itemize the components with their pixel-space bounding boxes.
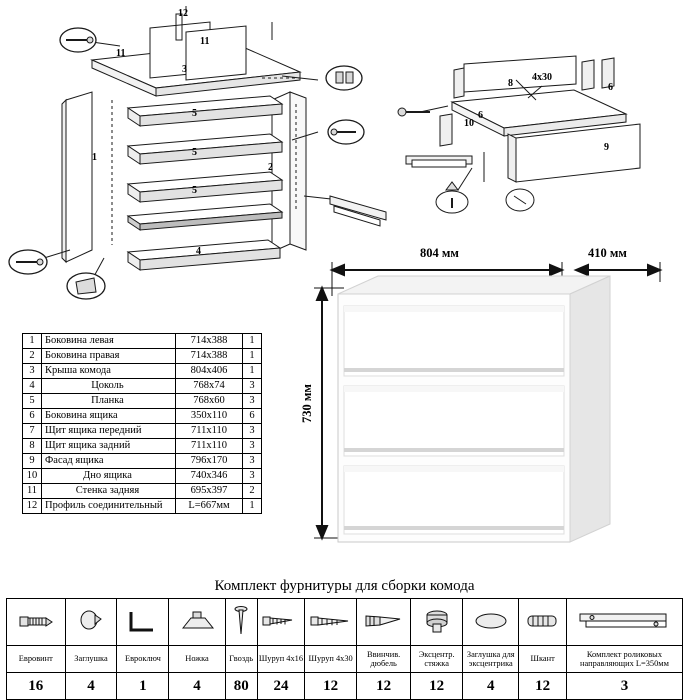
dimension-width: 804 мм bbox=[420, 246, 459, 260]
part-no: 8 bbox=[23, 439, 42, 454]
hardware-count: 12 bbox=[411, 673, 463, 700]
drawer-label-4x30: 4x30 bbox=[532, 72, 552, 83]
hardware-count: 1 bbox=[117, 673, 169, 700]
hardware-count: 12 bbox=[305, 673, 357, 700]
exploded-label-12: 12 bbox=[178, 8, 188, 19]
exploded-label-2: 2 bbox=[268, 162, 273, 173]
hardware-name: Ввинчив. дюбель bbox=[357, 646, 411, 673]
part-name: Фасад ящика bbox=[42, 454, 176, 469]
part-qty: 1 bbox=[243, 364, 262, 379]
part-no: 3 bbox=[23, 364, 42, 379]
part-size: 714х388 bbox=[176, 349, 243, 364]
hardware-names-row bbox=[7, 646, 683, 673]
cabinet-dimension-figure bbox=[300, 246, 689, 566]
part-size: 768х74 bbox=[176, 379, 243, 394]
part-qty: 2 bbox=[243, 484, 262, 499]
table-row bbox=[23, 424, 262, 439]
part-size: 350х110 bbox=[176, 409, 243, 424]
drawer-label-6a: 6 bbox=[478, 110, 483, 121]
drawer-label-6b: 6 bbox=[608, 82, 613, 93]
hardware-counts-row bbox=[7, 673, 683, 700]
part-size: 695х397 bbox=[176, 484, 243, 499]
part-name: Планка bbox=[42, 394, 176, 409]
dimension-height: 730 мм bbox=[299, 384, 314, 423]
part-qty: 3 bbox=[243, 439, 262, 454]
part-size: 796х170 bbox=[176, 454, 243, 469]
hardware-count: 12 bbox=[519, 673, 566, 700]
hardware-count: 24 bbox=[257, 673, 304, 700]
part-name: Боковина левая bbox=[42, 334, 176, 349]
drawer-label-8: 8 bbox=[508, 78, 513, 89]
allen-key-icon bbox=[117, 599, 169, 646]
part-qty: 3 bbox=[243, 424, 262, 439]
hardware-kit-title: Комплект фурнитуры для сборки комода bbox=[214, 578, 475, 594]
exploded-label-11b: 11 bbox=[200, 36, 210, 47]
screw-4x16-icon bbox=[257, 599, 304, 646]
dowel-icon bbox=[519, 599, 566, 646]
hardware-name: Ножка bbox=[169, 646, 225, 673]
part-no: 9 bbox=[23, 454, 42, 469]
table-row bbox=[23, 394, 262, 409]
part-name: Стенка задняя bbox=[42, 484, 176, 499]
dimension-depth: 410 мм bbox=[588, 246, 627, 260]
part-name: Цоколь bbox=[42, 379, 176, 394]
hardware-name: Эксцентр. стяжка bbox=[411, 646, 463, 673]
hardware-count: 12 bbox=[357, 673, 411, 700]
part-qty: 3 bbox=[243, 469, 262, 484]
drawer-label-10: 10 bbox=[464, 118, 474, 129]
part-size: 711х110 bbox=[176, 424, 243, 439]
exploded-label-5b: 5 bbox=[192, 147, 197, 158]
table-row bbox=[23, 469, 262, 484]
part-no: 5 bbox=[23, 394, 42, 409]
drawer-label-9: 9 bbox=[604, 142, 609, 153]
table-row bbox=[23, 499, 262, 514]
part-no: 12 bbox=[23, 499, 42, 514]
hardware-count: 80 bbox=[225, 673, 257, 700]
hardware-name: Шкант bbox=[519, 646, 566, 673]
part-no: 1 bbox=[23, 334, 42, 349]
hardware-count: 4 bbox=[169, 673, 225, 700]
part-qty: 1 bbox=[243, 349, 262, 364]
table-row bbox=[23, 364, 262, 379]
part-name: Дно ящика bbox=[42, 469, 176, 484]
part-name: Щит ящика передний bbox=[42, 424, 176, 439]
exploded-label-4: 4 bbox=[196, 246, 201, 257]
exploded-label-3: 3 bbox=[182, 64, 187, 75]
part-qty: 3 bbox=[243, 379, 262, 394]
table-row bbox=[23, 484, 262, 499]
table-row bbox=[23, 334, 262, 349]
exploded-label-5a: 5 bbox=[192, 108, 197, 119]
parts-table bbox=[22, 333, 262, 514]
part-no: 10 bbox=[23, 469, 42, 484]
hardware-name: Евровинт bbox=[7, 646, 66, 673]
euro-screw-icon bbox=[7, 599, 66, 646]
exploded-label-5c: 5 bbox=[192, 185, 197, 196]
part-no: 2 bbox=[23, 349, 42, 364]
table-row bbox=[23, 409, 262, 424]
drawer-slide-icon bbox=[566, 599, 682, 646]
part-size: 740х346 bbox=[176, 469, 243, 484]
part-name: Крыша комода bbox=[42, 364, 176, 379]
drawer-assembly-svg bbox=[396, 40, 689, 240]
part-no: 6 bbox=[23, 409, 42, 424]
hardware-count: 4 bbox=[65, 673, 117, 700]
drawer-assembly-diagram bbox=[396, 40, 689, 240]
parts-table-body bbox=[23, 334, 262, 514]
part-size: 768х60 bbox=[176, 394, 243, 409]
part-qty: 3 bbox=[243, 394, 262, 409]
part-size: L=667мм bbox=[176, 499, 243, 514]
nail-icon bbox=[225, 599, 257, 646]
part-size: 714х388 bbox=[176, 334, 243, 349]
hardware-name: Заглушка bbox=[65, 646, 117, 673]
cabinet-svg bbox=[300, 246, 689, 566]
part-name: Боковина правая bbox=[42, 349, 176, 364]
table-row bbox=[23, 349, 262, 364]
exploded-label-1: 1 bbox=[92, 152, 97, 163]
hardware-name: Шуруп 4х30 bbox=[305, 646, 357, 673]
table-row bbox=[23, 379, 262, 394]
part-no: 4 bbox=[23, 379, 42, 394]
screw-4x30-icon bbox=[305, 599, 357, 646]
hardware-name: Комплект роликовых направляющих L=350мм bbox=[566, 646, 682, 673]
cam-lock-icon bbox=[411, 599, 463, 646]
part-no: 7 bbox=[23, 424, 42, 439]
hardware-name: Заглушка для эксцентрика bbox=[463, 646, 519, 673]
part-qty: 1 bbox=[243, 499, 262, 514]
part-qty: 6 bbox=[243, 409, 262, 424]
part-name: Боковина ящика bbox=[42, 409, 176, 424]
table-row bbox=[23, 454, 262, 469]
dowel-screw-icon bbox=[357, 599, 411, 646]
part-name: Щит ящика задний bbox=[42, 439, 176, 454]
hardware-name: Гвоздь bbox=[225, 646, 257, 673]
hardware-kit-table bbox=[6, 598, 683, 700]
hardware-icons-row bbox=[7, 599, 683, 646]
hardware-count: 3 bbox=[566, 673, 682, 700]
cam-cap-icon bbox=[463, 599, 519, 646]
table-row bbox=[23, 439, 262, 454]
part-no: 11 bbox=[23, 484, 42, 499]
hardware-name: Шуруп 4х16 bbox=[257, 646, 304, 673]
part-name: Профиль соединительный bbox=[42, 499, 176, 514]
cap-plug-icon bbox=[65, 599, 117, 646]
part-size: 711х110 bbox=[176, 439, 243, 454]
hardware-name: Евроключ bbox=[117, 646, 169, 673]
part-qty: 3 bbox=[243, 454, 262, 469]
hardware-count: 4 bbox=[463, 673, 519, 700]
exploded-label-11a: 11 bbox=[116, 48, 126, 59]
foot-icon bbox=[169, 599, 225, 646]
part-size: 804х406 bbox=[176, 364, 243, 379]
hardware-count: 16 bbox=[7, 673, 66, 700]
part-qty: 1 bbox=[243, 334, 262, 349]
